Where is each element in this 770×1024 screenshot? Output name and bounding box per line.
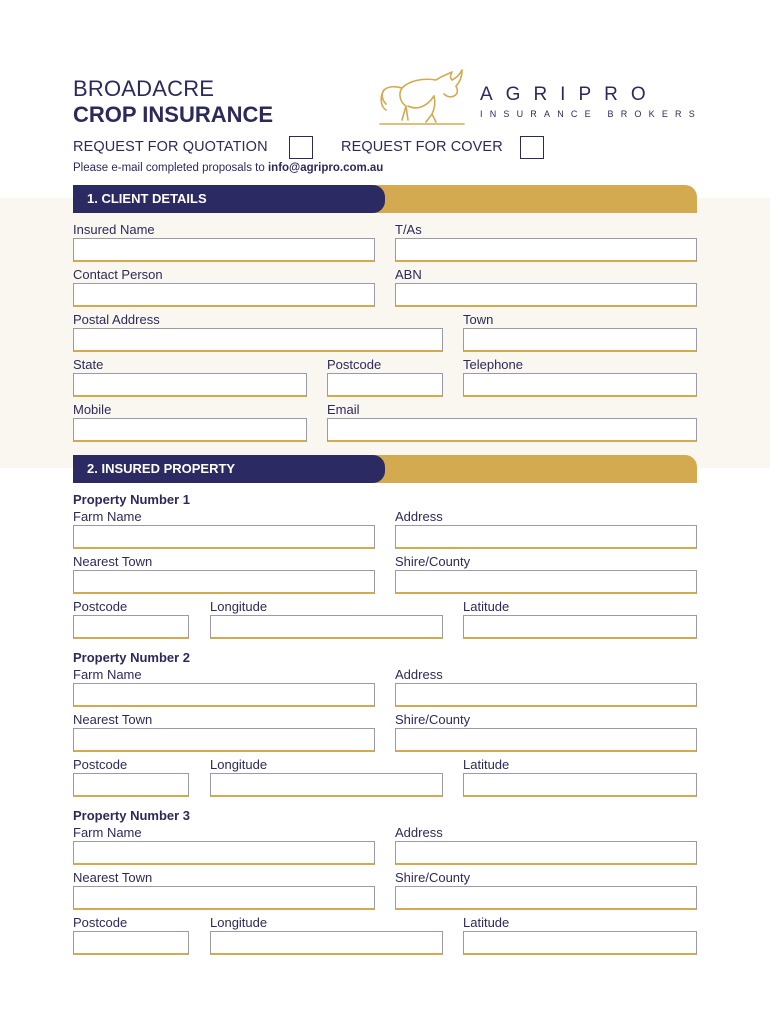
p1-nearest-town-field[interactable] [73, 570, 375, 594]
p2-nearest-town-field[interactable] [73, 728, 375, 752]
p2-longitude-label: Longitude [210, 757, 268, 772]
p1-nearest-town-label: Nearest Town [73, 554, 153, 569]
p3-postcode-field[interactable] [73, 931, 189, 955]
abn-label: ABN [395, 267, 422, 282]
p3-nearest-town-label: Nearest Town [73, 870, 153, 885]
p1-farm-name-label: Farm Name [73, 509, 142, 524]
p3-address-label: Address [395, 825, 443, 840]
p3-longitude-label: Longitude [210, 915, 268, 930]
property-3-heading: Property Number 3 [73, 808, 191, 823]
p1-farm-name-field[interactable] [73, 525, 375, 549]
form-title-line1: BROADACRE [73, 76, 215, 101]
logo-name: AGRIPRO [480, 84, 659, 105]
town-label: Town [463, 312, 494, 327]
email-note [73, 162, 383, 174]
telephone-field[interactable] [463, 373, 697, 397]
p3-latitude-field[interactable] [463, 931, 697, 955]
insured-name-field[interactable] [73, 238, 375, 262]
email-address: info@agripro.com.au [267, 162, 384, 174]
p3-longitude-field[interactable] [210, 931, 443, 955]
postcode-field[interactable] [327, 373, 443, 397]
p2-address-field[interactable] [395, 683, 697, 707]
p2-latitude-field[interactable] [463, 773, 697, 797]
tas-field[interactable] [395, 238, 697, 262]
mobile-field[interactable] [73, 418, 307, 442]
state-label: State [73, 357, 104, 372]
abn-field[interactable] [395, 283, 697, 307]
state-field[interactable] [73, 373, 307, 397]
telephone-label: Telephone [463, 357, 523, 372]
section2-title: 2. INSURED PROPERTY [73, 455, 385, 483]
p1-postcode-field[interactable] [73, 615, 189, 639]
request-quotation-label: REQUEST FOR QUOTATION [73, 139, 268, 155]
p2-farm-name-field[interactable] [73, 683, 375, 707]
insured-name-label: Insured Name [73, 222, 155, 237]
tas-label: T/As [395, 222, 422, 237]
contact-person-field[interactable] [73, 283, 375, 307]
p1-shire-county-label: Shire/County [395, 554, 471, 569]
postal-address-label: Postal Address [73, 312, 160, 327]
p2-nearest-town-label: Nearest Town [73, 712, 153, 727]
p2-shire-county-field[interactable] [395, 728, 697, 752]
postal-address-field[interactable] [73, 328, 443, 352]
p1-latitude-label: Latitude [463, 599, 510, 614]
property-1-heading: Property Number 1 [73, 492, 191, 507]
mobile-label: Mobile [73, 402, 112, 417]
request-quotation-checkbox[interactable] [289, 136, 313, 159]
p2-shire-county-label: Shire/County [395, 712, 471, 727]
request-cover-label: REQUEST FOR COVER [341, 139, 503, 155]
p1-shire-county-field[interactable] [395, 570, 697, 594]
request-cover-checkbox[interactable] [520, 136, 544, 159]
p3-farm-name-label: Farm Name [73, 825, 142, 840]
p1-longitude-label: Longitude [210, 599, 268, 614]
p2-address-label: Address [395, 667, 443, 682]
postcode-label: Postcode [327, 357, 382, 372]
p1-address-field[interactable] [395, 525, 697, 549]
p1-address-label: Address [395, 509, 443, 524]
p2-farm-name-label: Farm Name [73, 667, 142, 682]
p3-shire-county-field[interactable] [395, 886, 697, 910]
p3-address-field[interactable] [395, 841, 697, 865]
town-field[interactable] [463, 328, 697, 352]
p3-farm-name-field[interactable] [73, 841, 375, 865]
p3-latitude-label: Latitude [463, 915, 510, 930]
property-2-heading: Property Number 2 [73, 650, 191, 665]
p3-nearest-town-field[interactable] [73, 886, 375, 910]
p3-postcode-label: Postcode [73, 915, 128, 930]
email-field[interactable] [327, 418, 697, 442]
p1-latitude-field[interactable] [463, 615, 697, 639]
p3-shire-county-label: Shire/County [395, 870, 471, 885]
contact-person-label: Contact Person [73, 267, 163, 282]
email-note-text: Please e-mail completed proposals to [73, 162, 268, 174]
email-label: Email [327, 402, 360, 417]
bull-icon [378, 66, 468, 128]
p2-postcode-field[interactable] [73, 773, 189, 797]
p1-longitude-field[interactable] [210, 615, 443, 639]
p1-postcode-label: Postcode [73, 599, 128, 614]
p2-postcode-label: Postcode [73, 757, 128, 772]
section1-title: 1. CLIENT DETAILS [73, 185, 385, 213]
form-title-line2: CROP INSURANCE [73, 102, 274, 127]
logo-tagline: INSURANCE BROKERS [480, 109, 702, 119]
p2-longitude-field[interactable] [210, 773, 443, 797]
p2-latitude-label: Latitude [463, 757, 510, 772]
